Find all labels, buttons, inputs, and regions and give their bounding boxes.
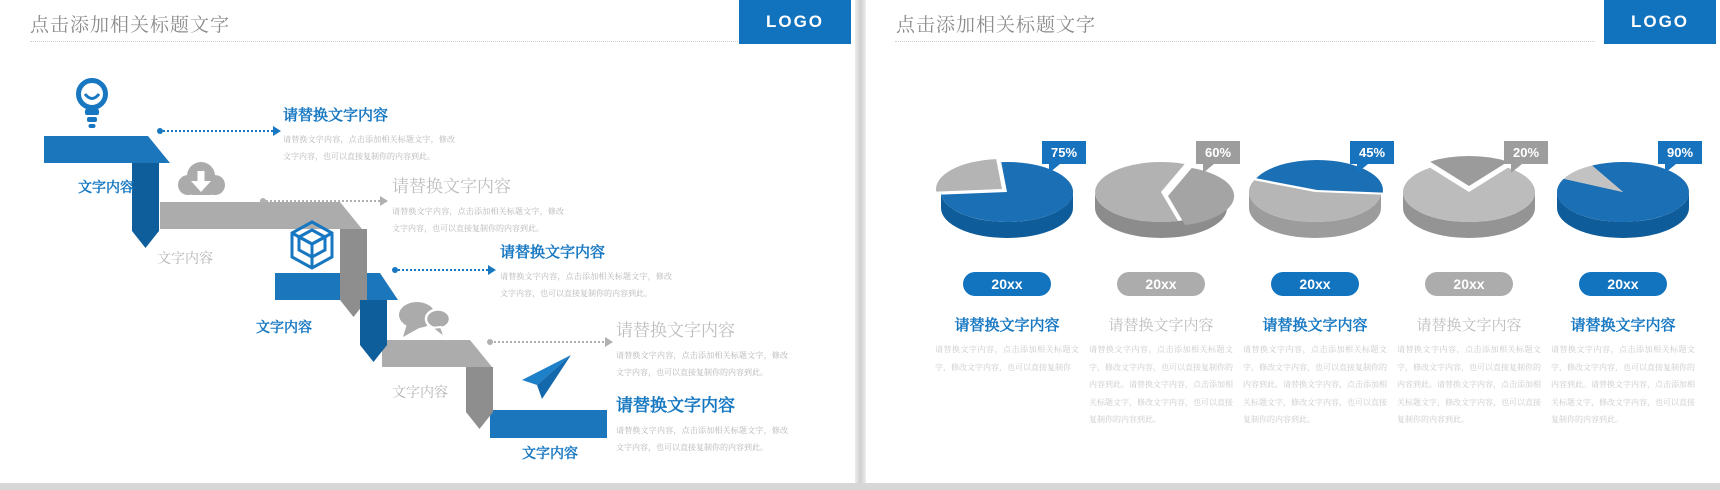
paper-plane-icon: [521, 354, 573, 407]
cube-icon: [288, 219, 336, 276]
step-text-block: [283, 104, 455, 165]
step-label: 文字内容: [157, 250, 213, 266]
leader-arrow: [490, 341, 608, 343]
leader-arrow: [395, 269, 491, 271]
column-heading: 请替换文字内容: [1570, 317, 1676, 334]
step-body: 请替换文字内容，点击添加相关标题文字，修改文字内容，也可以直接复制你的内容到此。: [392, 207, 564, 233]
column-body: 请替换文字内容，点击添加相关标题文字，修改文字内容，也可以直接复制你的内容到此。请替换文字内容，点击添加相关标题文字，修改文字内容，也可以直接复制你的内容到此。: [1089, 345, 1233, 424]
pie-column: [930, 0, 1084, 483]
pie-column: [1546, 0, 1700, 483]
pie-column: [1084, 0, 1238, 483]
slide-title: 点击添加相关标题文字: [896, 15, 1097, 36]
column-heading: 请替换文字内容: [954, 317, 1060, 334]
slide-pie-charts[interactable]: [866, 0, 1720, 483]
logo-text: LOGO: [765, 12, 825, 31]
step-body: 请替换文字内容，点击添加相关标题文字，修改文字内容，也可以直接复制你的内容到此。: [500, 272, 672, 298]
year-pill: 20xx: [963, 272, 1051, 296]
percent-callout-badge: 60%: [1196, 141, 1240, 164]
step-body: 请替换文字内容，点击添加相关标题文字，修改文字内容，也可以直接复制你的内容到此。: [616, 351, 788, 377]
step-heading: 请替换文字内容: [616, 321, 735, 340]
percent-callout-badge: 20%: [1504, 141, 1548, 164]
column-heading: 请替换文字内容: [1262, 317, 1368, 334]
step-text-block: [392, 172, 564, 237]
percent-callout-badge: 45%: [1350, 141, 1394, 164]
step-label: 文字内容: [392, 384, 448, 400]
percent-callout-badge: 75%: [1042, 141, 1086, 164]
step-body: 请替换文字内容，点击添加相关标题文字，修改文字内容，也可以直接复制你的内容到此。: [616, 426, 788, 452]
step-heading: 请替换文字内容: [283, 107, 389, 124]
leader-arrow: [160, 130, 276, 132]
step-heading: 请替换文字内容: [500, 244, 606, 261]
step-text-block: [500, 241, 672, 302]
percent-callout-badge: 90%: [1658, 141, 1702, 164]
column-body: 请替换文字内容，点击添加相关标题文字，修改文字内容，也可以直接复制你的内容到此。请替换文字内容，点击添加相关标题文字，修改文字内容，也可以直接复制你的内容到此。: [1397, 345, 1541, 424]
slide-title: 点击添加相关标题文字: [30, 15, 231, 36]
year-pill: 20xx: [1579, 272, 1667, 296]
step-label: 文字内容: [256, 319, 312, 335]
step-heading: 请替换文字内容: [616, 396, 735, 415]
step-text-block: [616, 316, 788, 381]
column-body: 请替换文字内容，点击添加相关标题文字，修改文字内容，也可以直接复制你: [935, 345, 1079, 372]
column-body: 请替换文字内容，点击添加相关标题文字，修改文字内容，也可以直接复制你的内容到此。请替换文字内容，点击添加相关标题文字，修改文字内容，也可以直接复制你的内容到此。: [1551, 345, 1695, 424]
bottom-strip: [0, 483, 1720, 490]
cloud-download-icon: [174, 160, 228, 203]
year-pill: 20xx: [1271, 272, 1359, 296]
step-text-block: [616, 391, 788, 456]
chat-bubbles-icon: [397, 300, 451, 347]
pie-column: [1238, 0, 1392, 483]
step-label: 文字内容: [78, 179, 134, 195]
step-heading: 请替换文字内容: [392, 177, 511, 196]
step-body: 请替换文字内容，点击添加相关标题文字，修改文字内容，也可以直接复制你的内容到此。: [283, 135, 455, 161]
pie-column: [1392, 0, 1546, 483]
slide-staircase[interactable]: [0, 0, 855, 483]
year-pill: 20xx: [1117, 272, 1205, 296]
column-heading: 请替换文字内容: [1108, 317, 1214, 334]
column-body: 请替换文字内容，点击添加相关标题文字，修改文字内容，也可以直接复制你的内容到此。请替换文字内容，点击添加相关标题文字，修改文字内容，也可以直接复制你的内容到此。: [1243, 345, 1387, 424]
step-label: 文字内容: [522, 445, 578, 461]
leader-arrow: [263, 200, 383, 202]
logo-text: LOGO: [1630, 12, 1690, 31]
light-bulb-icon: [72, 77, 112, 136]
column-heading: 请替换文字内容: [1416, 317, 1522, 334]
slide-divider: [855, 0, 866, 483]
year-pill: 20xx: [1425, 272, 1513, 296]
